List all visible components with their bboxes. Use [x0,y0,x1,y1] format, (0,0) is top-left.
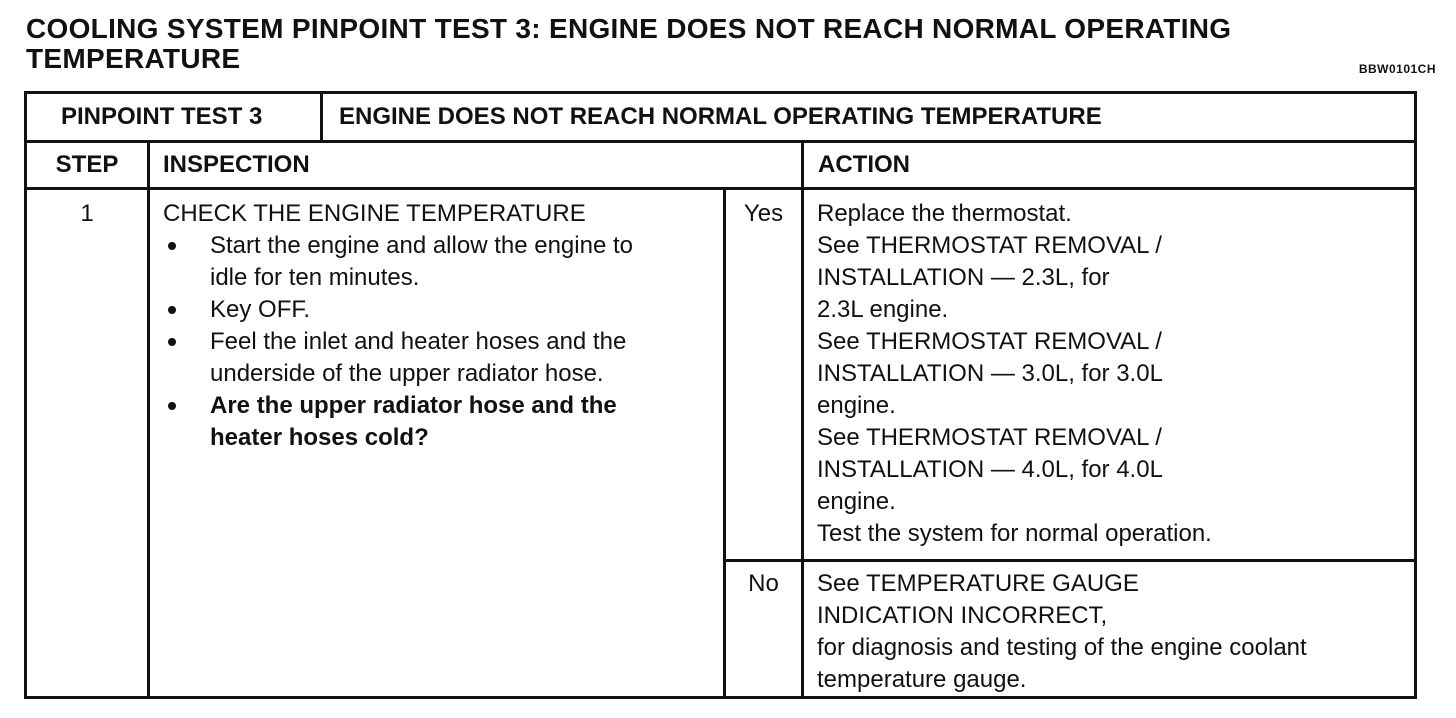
step-number: 1 [80,200,94,227]
pinpoint-test-table [24,91,1417,699]
test-title: ENGINE DOES NOT REACH NORMAL OPERATING TEMPERATURE [339,103,1102,130]
step-header: STEP [55,151,119,178]
divider-step-column [147,140,150,696]
divider-inspection-answer [723,188,726,696]
divider-below-test-header [27,140,1414,143]
action-header: ACTION [818,151,910,178]
test-label: PINPOINT TEST 3 [61,103,263,130]
title-line-2: TEMPERATURE [26,43,241,74]
bullet-icon [168,242,176,250]
answer-no: No [748,570,779,597]
bullet-icon [168,338,176,346]
figure-code: BBW0101CH [1358,62,1436,76]
divider-between-yes-no [723,559,1414,562]
answer-yes: Yes [743,200,784,227]
title-line-1: COOLING SYSTEM PINPOINT TEST 3: ENGINE DOES NOT REACH NORMAL OPERATING [26,13,1232,44]
list-item: Feel the inlet and heater hoses and the underside of the upper radiator hose. [163,326,718,390]
bullet-icon [168,402,176,410]
inspection-bullet-list [163,230,718,454]
inspection-heading: CHECK THE ENGINE TEMPERATURE [163,200,586,227]
list-item: Key OFF. [163,294,718,326]
divider-below-column-headers [27,187,1414,190]
divider-test-label [320,94,323,140]
inspection-header: INSPECTION [163,151,310,178]
action-yes: Replace the thermostat. See THERMOSTAT REMOVAL / INSTALLATION — 2.3L, for 2.3L engine. See THERMOSTAT REMOVAL / INSTALLATION — 3.0L, for 3.0L engine. See THERMOSTAT REMOVAL / INSTALLATION — 4.0L, for 4.0L engine. Test the system for normal operation. [817,200,1212,547]
list-item: Start the engine and allow the engine to idle for ten minutes. [163,230,718,294]
page-title [26,14,1426,74]
bullet-icon [168,306,176,314]
inspection-question: Are the upper radiator hose and the heater hoses cold? [163,390,718,454]
action-no: See TEMPERATURE GAUGE INDICATION INCORRECT, for diagnosis and testing of the engine coolant temperature gauge. [817,570,1307,693]
inspection-content [163,198,718,454]
divider-action-column [801,140,804,696]
